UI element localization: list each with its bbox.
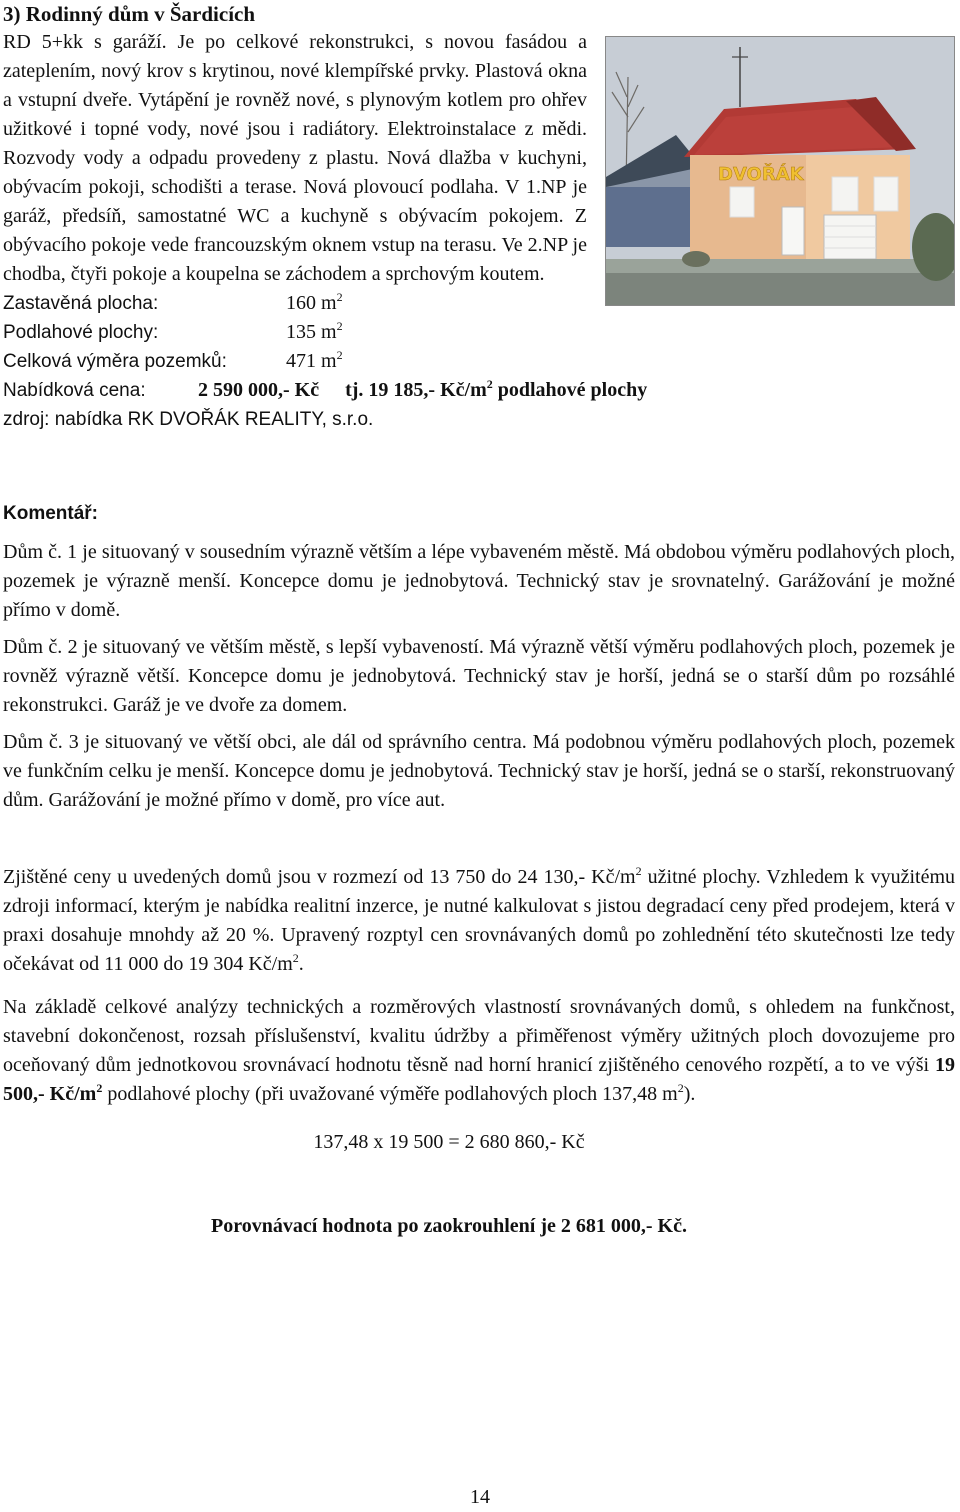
final-value: Porovnávací hodnota po zaokrouhlení je 2 681 000,- Kč. xyxy=(211,1215,687,1237)
comment-house-1: Dům č. 1 je situovaný v sousedním výrazně větším a lépe vybaveném městě. Má obdobou výměru podlahových ploch, pozemek je výrazně menší. Koncepce domu je jednobytová. Technický stav je srovnatelný. Garážování je možné přímo v domě. xyxy=(3,541,955,621)
comment-house-3: Dům č. 3 je situovaný ve větší obci, ale dál od správního centra. Má podobnou výměru podlahových ploch, pozemek ve funkčním celku je menší. Koncepce domu je jednobytová. Technický stav je horší, jedná se o starší, rekonstruovaný dům. Garážování je možné přímo v domě, pro více aut. xyxy=(3,731,955,811)
sign-text: DVOŘÁK xyxy=(718,164,804,185)
spec-value: 160 $m^2$ xyxy=(286,290,343,314)
house-illustration xyxy=(606,37,954,305)
house-photo xyxy=(605,36,955,306)
unit-value: 19 500,- $Kč/m^2$ xyxy=(3,1054,955,1105)
summary-conclusion: Na základě celkové analýzy technických a rozměrových vlastností srovnávaných domů, s ohledem na funkčnost, stavební dokončenost, rozsah příslušenství, kvalitu údržby a přiměřenost výměry užitných ploch dovozujeme pro oceňovaný dům jednotkovou srovnávací hodnotu těsně nad horní hranicí zjištěného cenového rozpětí, a to ve výši 19 500,- $Kč/m^2$ podlahové plochy (při uvažované výměře podlahových ploch 137,48 $m^2$). xyxy=(3,996,955,1105)
page-number: 14 xyxy=(470,1486,490,1508)
price-row xyxy=(3,376,955,405)
section-heading: 3) Rodinný dům v Šardicích xyxy=(3,2,256,26)
document-page xyxy=(3,0,955,1241)
spec-label: Celková výměra pozemků: xyxy=(3,351,227,372)
source-line: zdroj: nabídka RK DVOŘÁK REALITY, s.r.o. xyxy=(3,409,374,430)
spec-label: Podlahové plochy: xyxy=(3,322,159,343)
spec-plot-area xyxy=(3,347,955,376)
summary-price-range: Zjištěné ceny u uvedených domů jsou v rozmezí od 13 750 do 24 130,- $Kč/m^2$ užitné plochy. Vzhledem k využitému zdroji informací, kterým je nabídka realitní inzerce, je nutné kalkulovat s jistou degradací ceny před prodejem, která v praxi dosahuje mnohdy až 20 %. Upravený rozptyl cen srovnávaných domů po zohlednění této skutečnosti lze tedy očekávat od 11 000 do 19 304 $Kč/m^2$. xyxy=(3,864,956,975)
spec-floor-area xyxy=(3,318,955,347)
comment-house-2: Dům č. 2 je situovaný ve větším městě, s lepší vybaveností. Má výrazně větší výměru podlahových ploch, pozemek je rovněž výrazně větší. Koncepce domu je jednobytová. Technický stav je horší, jedná se o starší dům po rozsáhlé rekonstrukci. Garáž je ve dvoře za domem. xyxy=(3,636,955,716)
comment-title: Komentář: xyxy=(3,503,99,524)
specs-block xyxy=(3,289,955,434)
spec-value: 135 $m^2$ xyxy=(286,319,343,343)
spec-built-area xyxy=(3,289,587,318)
calculation-formula: 137,48 x 19 500 = 2 680 860,- Kč xyxy=(313,1131,585,1153)
spec-value: 471 $m^2$ xyxy=(286,348,343,372)
description: RD 5+kk s garáží. Je po celkové rekonstrukci, s novou fasádou a zateplením, nový krov s krytinou, nové klempířské prvky. Plastová okna a vstupní dveře. Vytápění je rovněž nové, s plynovým kotlem pro ohřev užitkové i topné vody, nové jsou i radiátory. Elektroinstalace z mědi. Rozvody vody a odpadu provedeny z plastu. Nová dlažba v kuchyni, obývacím pokoji, schodišti a terase. Nová plovoucí podlaha. V 1.NP je garáž, předsíň, samostatné WC a kuchyně s obývacím pokojem. Z obývacího pokoje vede francouzským oknem vstup na terasu. Ve 2.NP je chodba, čtyři pokoje a koupelna se záchodem a sprchovým koutem. xyxy=(3,31,587,285)
listing-block xyxy=(3,28,955,289)
spec-label: Zastavěná plocha: xyxy=(3,293,159,314)
price-per-m2: tj. 19 185,- $Kč/m^2$ podlahové plochy xyxy=(345,377,648,401)
price-label: Nabídková cena: xyxy=(3,380,146,401)
price-value: 2 590 000,- Kč xyxy=(198,379,320,401)
